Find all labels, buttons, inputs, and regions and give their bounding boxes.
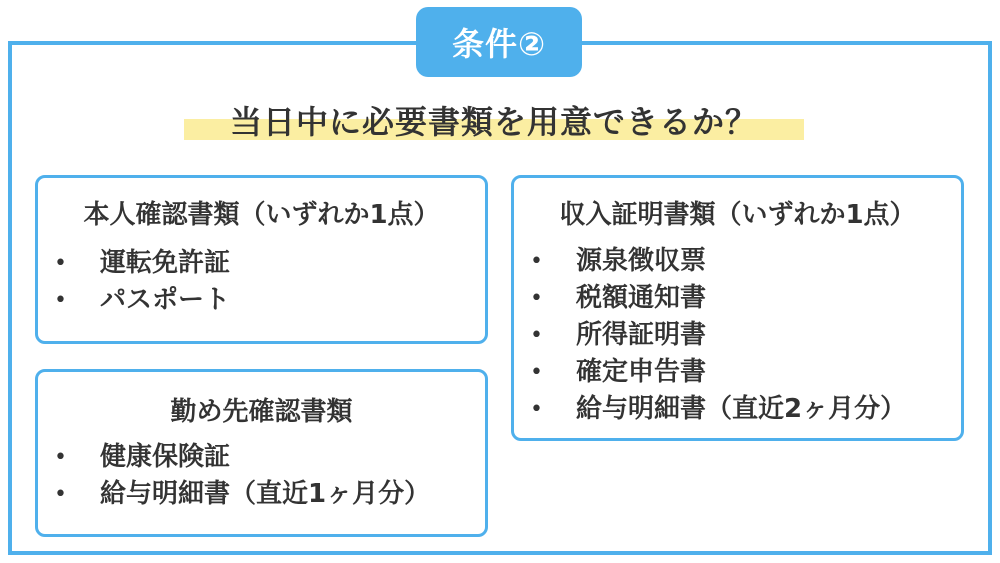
bullet: • <box>54 251 67 276</box>
bullet: • <box>530 249 543 274</box>
bullet: • <box>54 482 67 507</box>
list-item <box>38 476 485 513</box>
identity-documents-box <box>35 175 488 344</box>
income-documents-title: 収入証明書類（いずれか1点） <box>559 200 916 230</box>
question-heading <box>184 92 804 148</box>
list-item-label: 給与明細書（直近1ヶ月分） <box>100 479 431 509</box>
list-item-label: 確定申告書 <box>576 357 707 387</box>
employment-documents-title: 勤め先確認書類 <box>170 397 353 427</box>
bullet: • <box>530 360 543 385</box>
list-item <box>38 282 485 319</box>
list-item-label: 給与明細書（直近2ヶ月分） <box>576 394 907 424</box>
income-documents-box <box>511 175 964 441</box>
list-item-label: 所得証明書 <box>576 320 707 350</box>
bullet: • <box>54 288 67 313</box>
income-documents-list <box>514 243 961 428</box>
list-item-label: 運転免許証 <box>100 248 231 278</box>
list-item-label: 源泉徴収票 <box>576 246 707 276</box>
list-item <box>514 243 961 280</box>
bullet: • <box>530 286 543 311</box>
identity-documents-title: 本人確認書類（いずれか1点） <box>83 200 440 230</box>
list-item <box>514 391 961 428</box>
list-item-label: 健康保険証 <box>100 442 231 472</box>
bullet: • <box>530 323 543 348</box>
list-item <box>514 317 961 354</box>
list-item <box>38 245 485 282</box>
list-item-label: 税額通知書 <box>576 283 707 313</box>
list-item-label: パスポート <box>100 285 231 315</box>
condition-tag: 条件② <box>416 7 582 77</box>
list-item <box>514 280 961 317</box>
list-item <box>514 354 961 391</box>
employment-documents-box <box>35 369 488 537</box>
identity-documents-list <box>38 245 485 319</box>
bullet: • <box>530 397 543 422</box>
list-item <box>38 439 485 476</box>
bullet: • <box>54 445 67 470</box>
question-text: 当日中に必要書類を用意できるか？ <box>229 103 758 141</box>
employment-documents-list <box>38 439 485 513</box>
